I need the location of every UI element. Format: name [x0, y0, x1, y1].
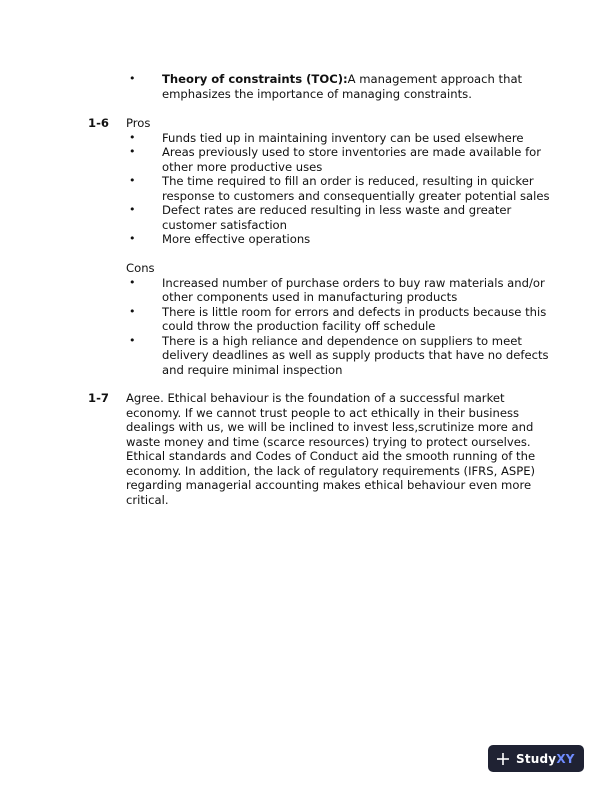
pros-item-line: Funds tied up in maintaining inventory can be used elsewhere: [162, 130, 524, 145]
bullet: •: [129, 333, 136, 347]
pros-item-line: other more productive uses: [162, 159, 323, 174]
answer-1-7-line: dealings with us, we will be inclined to invest less,scrutinize more and: [126, 420, 534, 434]
answer-1-7-line: economy. If we cannot trust people to act ethically in their business: [126, 405, 520, 420]
bullet: •: [129, 304, 136, 318]
bullet: •: [129, 174, 136, 187]
cons-heading: Cons: [126, 261, 155, 275]
answer-1-7-line: Ethical standards and Codes of Conduct aid the smooth running of the: [126, 449, 536, 463]
pros-item-line: More effective operations: [162, 232, 311, 246]
cons-item-line: There is a high reliance and dependence on suppliers to meet: [162, 333, 522, 348]
answer-1-7-line: Agree. Ethical behaviour is the foundation of a successful market: [126, 391, 505, 405]
logo-text: [516, 752, 575, 766]
cons-item-line: could throw the production facility off schedule: [162, 319, 436, 333]
bullet: •: [129, 72, 136, 85]
logo-text-main: Study: [516, 751, 557, 766]
bullet: •: [129, 203, 136, 216]
pros-item-line: Areas previously used to store inventories are made available for: [162, 145, 542, 159]
cons-item-line: and require minimal inspection: [162, 362, 343, 377]
studyxy-logo: [488, 745, 584, 772]
cons-item-line: Increased number of purchase orders to buy raw materials and/or: [162, 275, 545, 290]
answer-1-7-line: economy. In addition, the lack of regulatory requirements (IFRS, ASPE): [126, 463, 536, 478]
toc-definition-2: emphasizes the importance of managing constraints.: [162, 86, 472, 101]
cons-item-line: There is little room for errors and defects in products because this: [162, 304, 547, 319]
answer-1-7-line: critical.: [126, 492, 169, 507]
question-number-1-7: 1-7: [88, 391, 109, 405]
bullet: •: [129, 130, 136, 144]
pros-item-line: Defect rates are reduced resulting in less waste and greater: [162, 203, 512, 217]
cons-item-line: other components used in manufacturing products: [162, 290, 458, 304]
answer-1-7-line: regarding managerial accounting makes ethical behaviour even more: [126, 478, 532, 492]
bullet: •: [129, 275, 136, 289]
answer-1-7-line: waste money and time (scarce resources) trying to protect ourselves.: [126, 434, 531, 449]
pros-item-line: The time required to fill an order is reduced, resulting in quicker: [162, 174, 534, 188]
bullet: •: [129, 232, 136, 245]
plus-icon: [496, 752, 510, 766]
question-number-1-6: 1-6: [88, 116, 109, 130]
cons-item-line: delivery deadlines as well as supply products that have no defects: [162, 348, 549, 362]
bullet: •: [129, 145, 136, 158]
pros-item-line: customer satisfaction: [162, 217, 288, 232]
toc-line-1: [162, 72, 522, 86]
pros-heading: Pros: [126, 116, 151, 130]
pros-item-line: response to customers and consequentially greater potential sales: [162, 188, 550, 203]
logo-text-accent: XY: [556, 751, 575, 766]
toc-definition-1: A management approach that: [347, 72, 523, 86]
toc-term: Theory of constraints (TOC):: [162, 72, 348, 86]
